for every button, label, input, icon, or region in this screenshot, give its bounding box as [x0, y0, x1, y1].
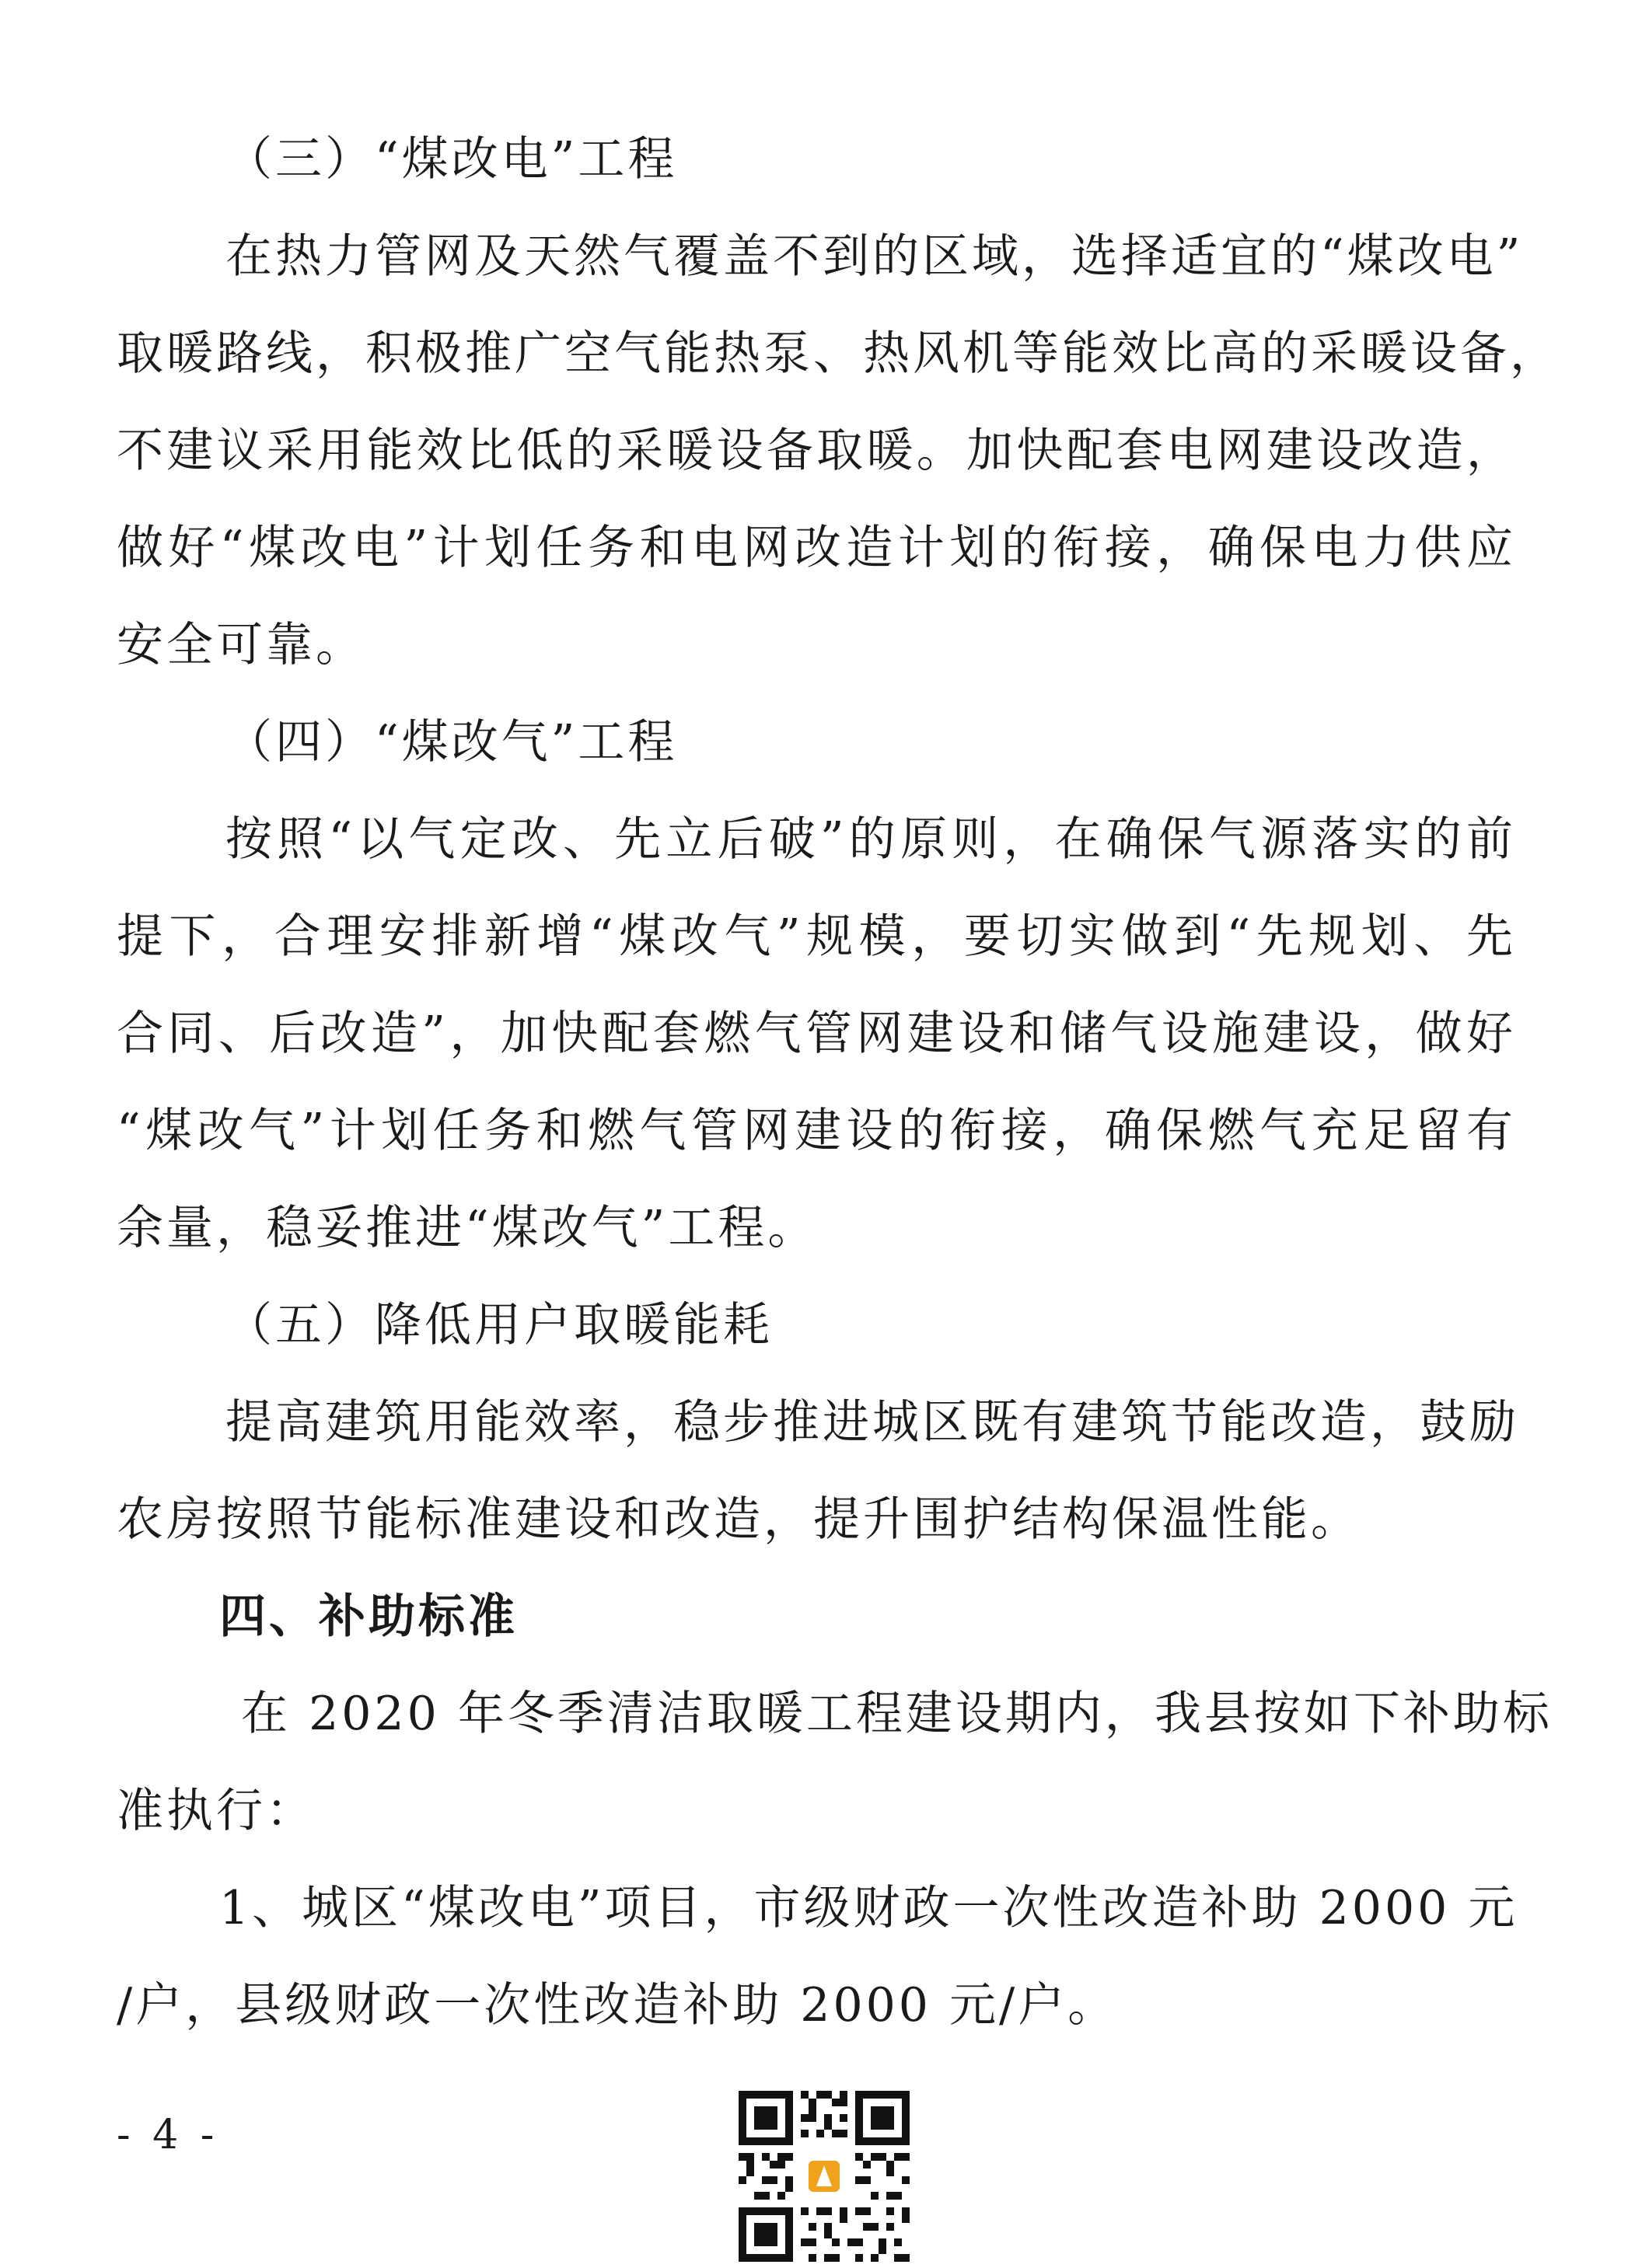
heading-coal-to-electricity: （三）“煤改电”工程: [225, 132, 678, 187]
paragraph-line: 不建议采用能效比低的采暖设备取暖。加快配套电网建设改造，: [117, 424, 1516, 478]
paragraph-line: 安全可靠。: [117, 618, 365, 672]
paragraph-line: 按照“以气定改、先立后破”的原则，在确保气源落实的前: [225, 812, 1516, 867]
paragraph-line: 1、城区“煤改电”项目，市级财政一次性改造补助 2000 元: [219, 1881, 1518, 1935]
section-title-subsidy: 四、补助标准: [219, 1589, 518, 1644]
paragraph-line: 准执行：: [117, 1784, 316, 1838]
paragraph-line: 取暖路线，积极推广空气能热泵、热风机等能效比高的采暖设备，: [117, 326, 1560, 381]
paragraph-line: 提下，合理安排新增“煤改气”规模，要切实做到“先规划、先: [117, 909, 1516, 964]
heading-reduce-energy: （五）降低用户取暖能耗: [225, 1298, 773, 1352]
paragraph-line: 提高建筑用能效率，稳步推进城区既有建筑节能改造，鼓励: [225, 1395, 1519, 1450]
paragraph-line: 做好“煤改电”计划任务和电网改造计划的衔接，确保电力供应: [117, 521, 1516, 575]
heading-coal-to-gas: （四）“煤改气”工程: [225, 715, 678, 769]
paragraph-line: “煤改气”计划任务和燃气管网建设的衔接，确保燃气充足留有: [117, 1104, 1516, 1158]
paragraph-line: 合同、后改造”，加快配套燃气管网建设和储气设施建设，做好: [117, 1007, 1516, 1061]
paragraph-line: 余量，稳妥推进“煤改气”工程。: [117, 1201, 818, 1255]
paragraph-line: 农房按照节能标准建设和改造，提升围护结构保温性能。: [117, 1492, 1361, 1547]
page-number: - 4 -: [117, 2112, 219, 2158]
paragraph-line: /户，县级财政一次性改造补助 2000 元/户。: [117, 1978, 1118, 2032]
paragraph-line: 在 2020 年冬季清洁取暖工程建设期内，我县按如下补助标: [241, 1687, 1553, 1741]
paragraph-line: 在热力管网及天然气覆盖不到的区域，选择适宜的“煤改电”: [225, 229, 1524, 284]
qr-code-icon: [739, 2091, 910, 2262]
